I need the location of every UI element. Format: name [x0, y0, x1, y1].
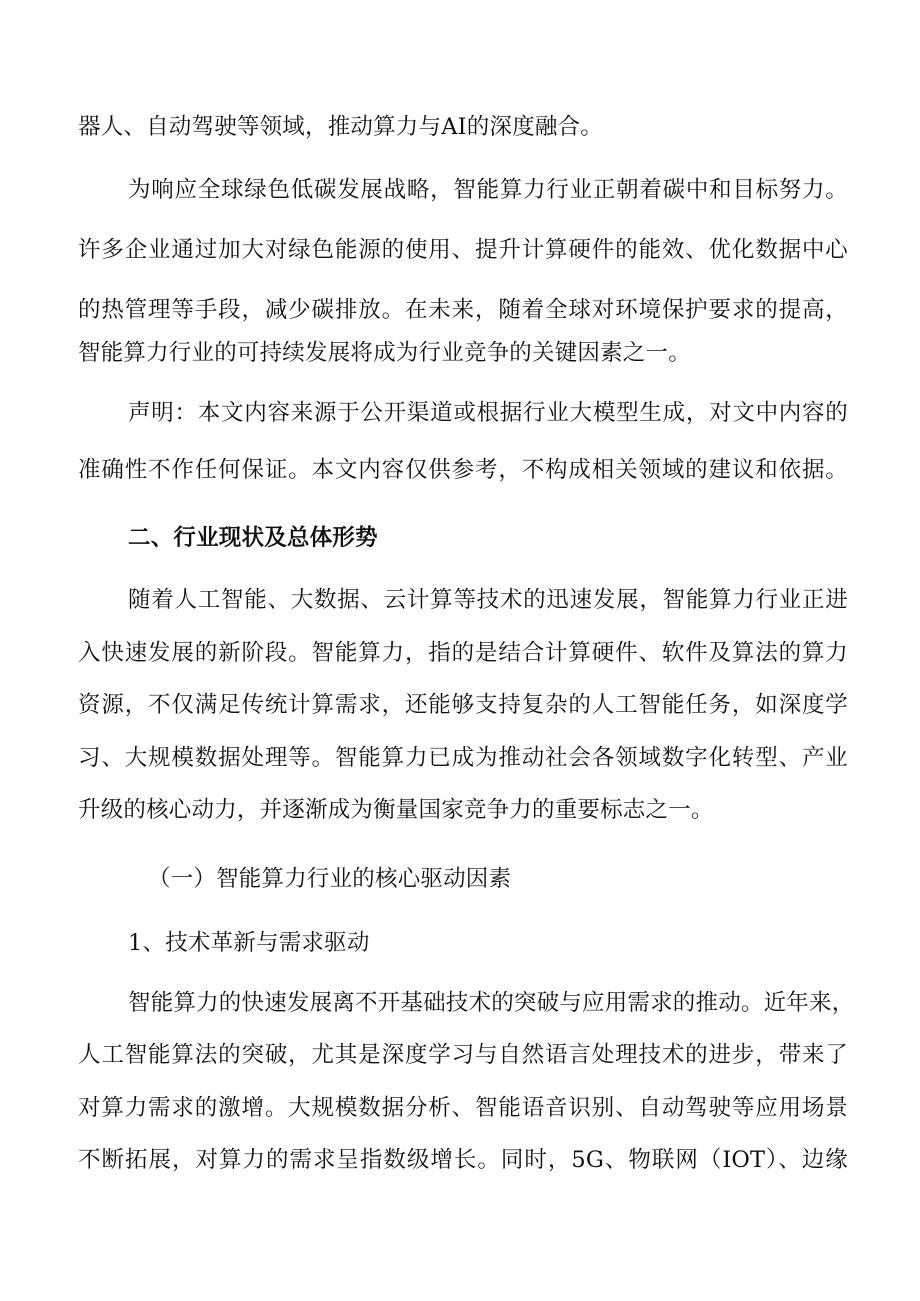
paragraph-line: 对算力需求的激增。大规模数据分析、智能语音识别、自动驾驶等应用场景	[78, 1095, 848, 1121]
paragraph-line: 习、大规模数据处理等。智能算力已成为推动社会各领域数字化转型、产业	[78, 745, 848, 771]
paragraph-line: 升级的核心动力，并逐渐成为衡量国家竞争力的重要标志之一。	[78, 797, 714, 823]
paragraph-line: 入快速发展的新阶段。智能算力，指的是结合计算硬件、软件及算法的算力	[78, 640, 848, 666]
paragraph-line: 人工智能算法的突破，尤其是深度学习与自然语言处理技术的进步，带来了	[78, 1042, 848, 1068]
paragraph-line: 许多企业通过加大对绿色能源的使用、提升计算硬件的能效、优化数据中心	[78, 237, 848, 263]
disclaimer-line: 声明：本文内容来源于公开渠道或根据行业大模型生成，对文中内容的	[128, 400, 848, 426]
paragraph-line: 器人、自动驾驶等领域，推动算力与AI的深度融合。	[78, 114, 603, 140]
paragraph-line: 为响应全球绿色低碳发展战略，智能算力行业正朝着碳中和目标努力。	[128, 177, 848, 203]
paragraph-line: 不断拓展，对算力的需求呈指数级增长。同时，5G、物联网（IOT）、边缘	[78, 1147, 848, 1173]
subsection-heading: （一）智能算力行业的核心驱动因素	[148, 866, 512, 892]
numbered-heading: 1、技术革新与需求驱动	[128, 930, 370, 956]
paragraph-line: 智能算力的快速发展离不开基础技术的突破与应用需求的推动。近年来，	[128, 990, 855, 1016]
paragraph-line: 资源，不仅满足传统计算需求，还能够支持复杂的人工智能任务，如深度学	[78, 692, 848, 718]
paragraph-line: 的热管理等手段，减少碳排放。在未来，随着全球对环境保护要求的提高，	[78, 297, 848, 323]
section-heading: 二、行业现状及总体形势	[128, 525, 378, 551]
disclaimer-line: 准确性不作任何保证。本文内容仅供参考，不构成相关领域的建议和依据。	[78, 457, 848, 483]
paragraph-line: 智能算力行业的可持续发展将成为行业竞争的关键因素之一。	[78, 340, 691, 366]
paragraph-line: 随着人工智能、大数据、云计算等技术的迅速发展，智能算力行业正进	[128, 587, 848, 613]
